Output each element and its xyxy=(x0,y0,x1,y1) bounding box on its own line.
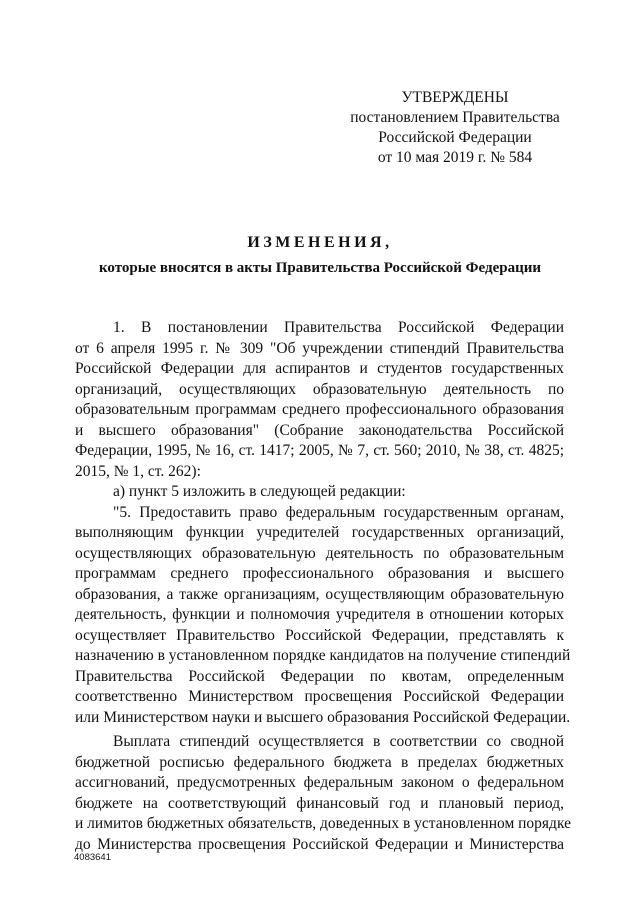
body-line: бюджетной росписью федерального бюджета в пределах бюджетных xyxy=(75,753,564,771)
approval-line: УТВЕРЖДЕНЫ xyxy=(401,89,509,106)
body-line: осуществляющих образовательную деятельность по образовательным xyxy=(75,544,564,562)
body-line: организаций, осуществляющих образовательную деятельность по xyxy=(75,380,564,398)
approval-line: постановлением Правительства xyxy=(350,109,560,126)
body-line: а) пункт 5 изложить в следующей редакции: xyxy=(113,483,406,500)
body-line: 1. В постановлении Правительства Российской Федерации xyxy=(113,319,564,336)
body-line: образовательным программам среднего профессионального образования xyxy=(75,401,564,418)
body-line: от 6 апреля 1995 г. № 309 "Об учреждении стипендий Правительства xyxy=(75,339,564,357)
approval-line: Российской Федерации xyxy=(378,129,532,146)
document-body xyxy=(75,318,571,855)
document-id: 4083641 xyxy=(74,852,111,863)
body-line: деятельность, функции и полномочия учредителя в отношении которых xyxy=(75,606,564,623)
body-line: программам среднего профессионального образования и высшего xyxy=(75,565,564,582)
body-line: Выплата стипендий осуществляется в соответствии со сводной xyxy=(113,733,564,750)
body-line: осуществляет Правительство Российской Федерации, представлять к xyxy=(75,626,564,644)
document-subtitle: которые вносятся в акты Правительства Российской Федерации xyxy=(98,260,542,276)
body-line: выполняющим функции учредителей государственных организаций, xyxy=(75,524,564,541)
body-line: "5. Предоставить право федеральным государственным органам, xyxy=(113,503,564,521)
body-line: Федерации, 1995, № 16, ст. 1417; 2005, № 7, ст. 560; 2010, № 38, ст. 4825; xyxy=(75,442,564,459)
body-line: ассигнований, предусмотренных федеральным законом о федеральном xyxy=(75,774,564,791)
body-line: Российской Федерации для аспирантов и студентов государственных xyxy=(75,360,564,377)
body-line: Правительства Российской Федерации по квотам, определенным xyxy=(75,667,564,685)
body-line: или Министерством науки и высшего образования Российской Федерации. xyxy=(75,708,571,726)
body-line: образования, а также организациям, осуществляющим образовательную xyxy=(75,585,564,603)
approval-line: от 10 мая 2019 г. № 584 xyxy=(377,149,533,166)
document-title: ИЗМЕНЕНИЯ, xyxy=(247,234,393,251)
body-line: и высшего образования" (Собрание законодательства Российской xyxy=(75,421,564,439)
approval-block xyxy=(340,88,570,168)
body-line: бюджете на соответствующий финансовый год и плановый период, xyxy=(75,794,564,812)
body-line: и лимитов бюджетных обязательств, доведенных в установленном порядке xyxy=(75,815,571,832)
body-line: до Министерства просвещения Российской Федерации и Министерства xyxy=(75,835,564,853)
body-line: назначению в установленном порядке кандидатов на получение стипендий xyxy=(75,647,571,664)
body-line: соответственно Министерством просвещения Российской Федерации xyxy=(75,688,564,705)
body-line: 2015, № 1, ст. 262): xyxy=(75,462,201,480)
